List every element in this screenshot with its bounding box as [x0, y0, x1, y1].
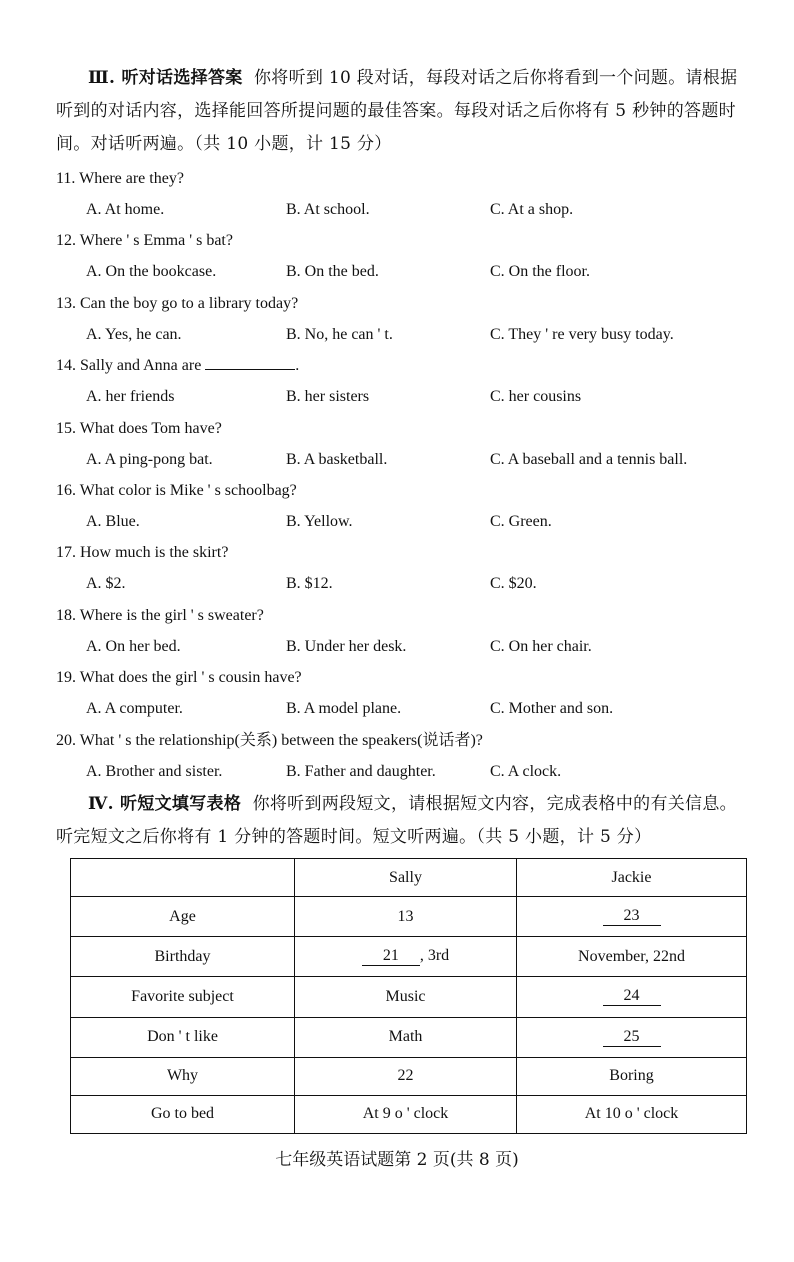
answer-blank: 25 [603, 1028, 661, 1047]
question-text: Where is the girl ' s sweater? [76, 606, 264, 624]
row-label: Age [71, 897, 295, 937]
question-text: Can the boy go to a library today? [76, 294, 299, 312]
question-text: How much is the skirt? [76, 544, 229, 562]
row-label: Why [71, 1057, 295, 1095]
table-row [71, 1095, 747, 1133]
option-b: B. Father and daughter. [286, 762, 436, 780]
options-17 [86, 573, 746, 595]
question-11 [56, 168, 184, 190]
question-text: What color is Mike ' s schoolbag? [76, 482, 297, 499]
option-a: A. On her bed. [86, 637, 181, 655]
question-number: 16. [56, 482, 76, 499]
option-b: B. A model plane. [286, 700, 402, 718]
table-row [71, 937, 747, 977]
table-row [71, 897, 747, 937]
option-c: C. her cousins [490, 388, 582, 406]
option-b: B. her sisters [286, 388, 370, 406]
row-label: Don ' t like [71, 1017, 295, 1057]
question-number: 18. [56, 606, 76, 624]
question-number: 14. [56, 357, 76, 375]
question-12 [56, 230, 233, 252]
jackie-cell: Boring [517, 1057, 747, 1095]
jackie-cell: At 10 o ' clock [517, 1095, 747, 1133]
header-cell: Sally [295, 859, 517, 897]
sally-cell [295, 937, 517, 977]
options-11 [86, 199, 746, 221]
question-number: 20. [56, 731, 76, 749]
option-a: A. A ping-pong bat. [86, 450, 213, 468]
answer-blank: 24 [603, 987, 661, 1006]
option-b: B. On the bed. [286, 263, 379, 281]
option-b: B. Yellow. [286, 513, 353, 530]
section-4-instruction: 你将听到两段短文，请根据短文内容，完成表格中的有关信息。听完短文之后你将有 1 分钟的答题时间。短文听两遍。（共 5 小题，计 5 分） [56, 794, 737, 847]
option-b: B. At school. [286, 201, 370, 218]
options-19 [86, 698, 746, 720]
question-text: What does Tom have? [76, 419, 222, 437]
table-row [71, 1017, 747, 1057]
question-text: What does the girl ' s cousin have? [76, 669, 302, 687]
section-3-instruction: 你将听到 10 段对话，每段对话之后你将看到一个问题。请根据听到的对话内容，选择能回答所提问题的最佳答案。每段对话之后你将有 5 秒钟的答题时间。对话听两遍。（共 10 小题，计 15 分） [56, 68, 738, 154]
question-number: 15. [56, 419, 76, 437]
option-c: C. $20. [490, 575, 537, 593]
option-c: C. A baseball and a tennis ball. [490, 450, 688, 468]
cell-text: , 3rd [419, 947, 450, 965]
row-label: Favorite subject [71, 977, 295, 1017]
page-footer: 七年级英语试题第 2 页(共 8 页) [275, 1150, 519, 1170]
option-c: C. Green. [490, 513, 552, 530]
option-c: C. They ' re very busy today. [490, 325, 674, 343]
answer-blank: 21 [362, 947, 420, 966]
option-a: A. Yes, he can. [86, 325, 182, 343]
jackie-cell [517, 897, 747, 937]
option-c: C. Mother and son. [490, 700, 614, 718]
question-14: 14. Sally and Anna are . [56, 357, 300, 375]
row-label: Go to bed [71, 1095, 295, 1133]
option-a: A. On the bookcase. [86, 263, 217, 281]
options-18 [86, 636, 746, 658]
options-15 [86, 449, 746, 471]
sally-cell: 13 [295, 897, 517, 937]
option-a: A. A computer. [86, 700, 183, 718]
table-row [71, 977, 747, 1017]
table-row [71, 1057, 747, 1095]
question-13 [56, 293, 298, 315]
jackie-cell [517, 1017, 747, 1057]
question-16 [56, 480, 297, 502]
question-17 [56, 542, 228, 564]
options-13 [86, 324, 746, 346]
option-b: B. Under her desk. [286, 637, 407, 655]
options-14 [86, 386, 746, 408]
question-15 [56, 418, 222, 440]
option-c: C. On the floor. [490, 263, 590, 281]
option-b: B. A basketball. [286, 450, 388, 468]
table-header-row [71, 859, 747, 897]
section-3-heading [56, 62, 746, 161]
sally-cell: At 9 o ' clock [295, 1095, 517, 1133]
question-number: 19. [56, 669, 76, 687]
header-cell: Jackie [517, 859, 747, 897]
jackie-cell [517, 977, 747, 1017]
question-number: 13. [56, 294, 76, 312]
question-text: Sally and Anna are [76, 357, 202, 375]
option-a: A. Blue. [86, 513, 140, 530]
question-19 [56, 667, 302, 689]
option-a: A. Brother and sister. [86, 762, 223, 780]
options-12 [86, 261, 746, 283]
question-number: 12. [56, 232, 76, 250]
question-number: 11. [56, 170, 76, 187]
option-b: B. $12. [286, 575, 333, 593]
sally-cell: 22 [295, 1057, 517, 1095]
sally-cell: Math [295, 1017, 517, 1057]
sally-cell: Music [295, 977, 517, 1017]
section-4-heading [56, 788, 746, 854]
option-b: B. No, he can ' t. [286, 325, 393, 343]
jackie-cell: November, 22nd [517, 937, 747, 977]
question-text: Where are they? [75, 170, 184, 187]
option-a: A. her friends [86, 388, 175, 406]
options-20 [86, 761, 746, 783]
header-empty-cell [71, 859, 295, 897]
option-c: C. A clock. [490, 762, 562, 780]
answer-blank [205, 355, 295, 370]
option-a: A. $2. [86, 575, 126, 593]
info-table [70, 858, 747, 1134]
question-18 [56, 605, 264, 627]
option-a: A. At home. [86, 201, 165, 218]
question-20 [56, 730, 483, 752]
section-3-title: Ⅲ. 听对话选择答案 [88, 68, 243, 88]
section-4-title: Ⅳ. 听短文填写表格 [88, 794, 242, 814]
options-16 [86, 511, 746, 533]
question-text: Where ' s Emma ' s bat? [76, 232, 233, 250]
row-label: Birthday [71, 937, 295, 977]
question-text: What ' s the relationship(关系) between the speakers(说话者)? [76, 731, 483, 749]
answer-blank: 23 [603, 907, 661, 926]
option-c: C. On her chair. [490, 637, 592, 655]
question-number: 17. [56, 544, 76, 562]
option-c: C. At a shop. [490, 201, 574, 218]
